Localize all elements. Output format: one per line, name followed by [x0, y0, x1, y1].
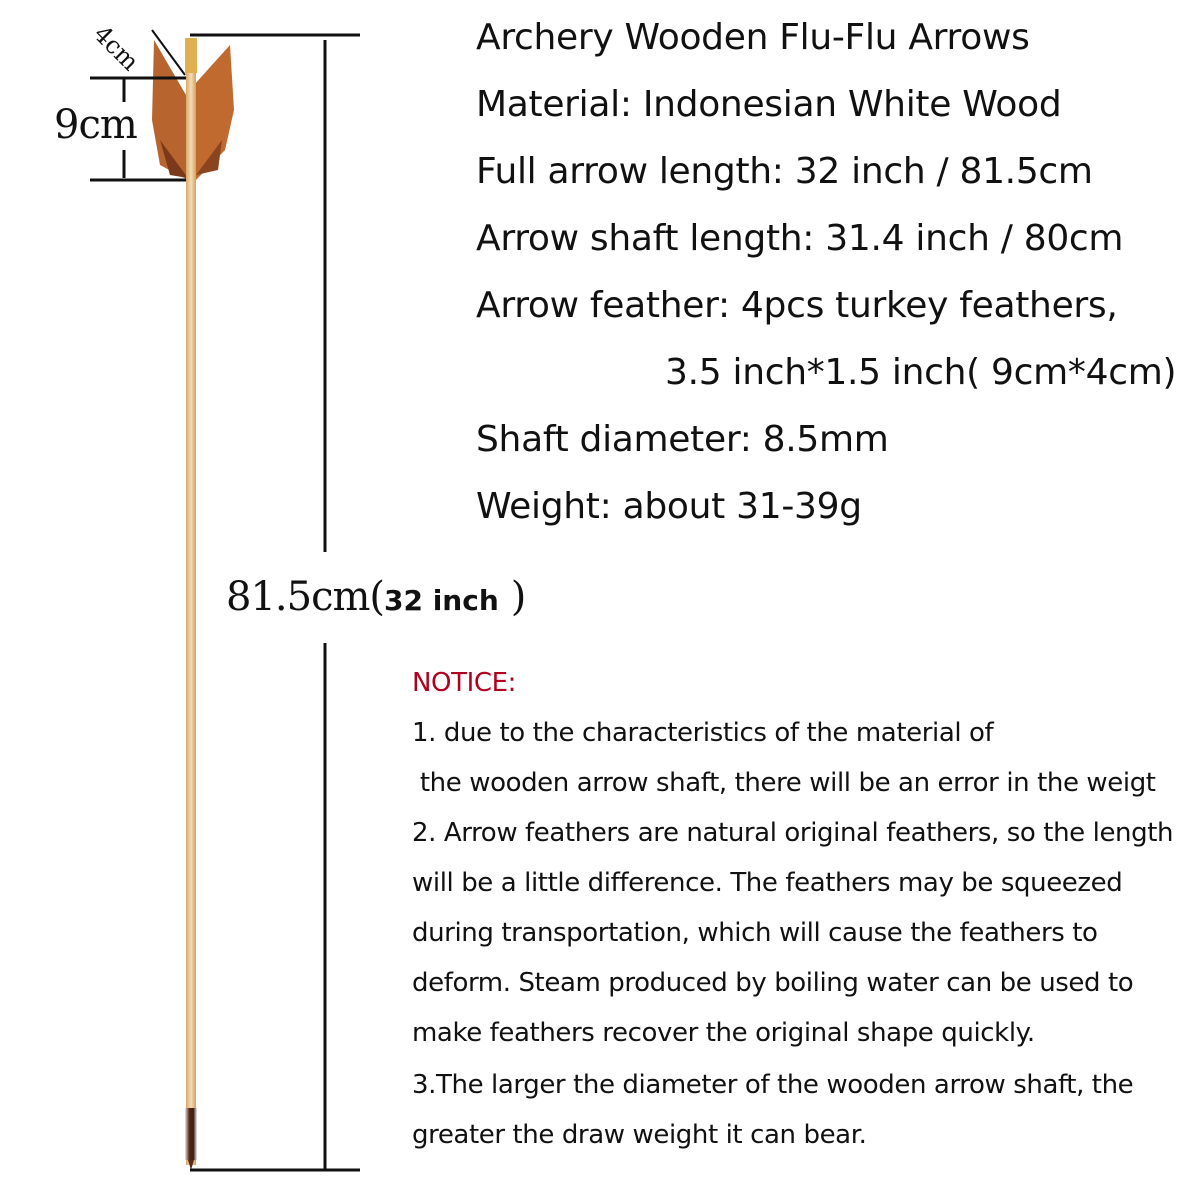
notice-line: the wooden arrow shaft, there will be an error in the weigt	[412, 768, 1156, 798]
arrow-tip	[185, 1108, 197, 1160]
notice-line: deform. Steam produced by boiling water can be used to	[412, 968, 1134, 998]
spec-material: Material: Indonesian White Wood	[476, 84, 1062, 125]
feather-length-label: 9cm	[54, 102, 137, 148]
notice-line: during transportation, which will cause the feathers to	[412, 918, 1098, 948]
spec-diameter: Shaft diameter: 8.5mm	[476, 419, 889, 460]
notice-line: 3.The larger the diameter of the wooden arrow shaft, the	[412, 1070, 1134, 1100]
spec-feather: Arrow feather: 4pcs turkey feathers,	[476, 285, 1118, 326]
notice-line: make feathers recover the original shape quickly.	[412, 1018, 1035, 1048]
spec-weight: Weight: about 31-39g	[476, 486, 862, 527]
notice-line: greater the draw weight it can bear.	[412, 1120, 867, 1150]
notice-line: 2. Arrow feathers are natural original feathers, so the length	[412, 818, 1174, 848]
spec-feather-size: 3.5 inch*1.5 inch( 9cm*4cm)	[665, 352, 1177, 393]
notice-heading: NOTICE:	[412, 668, 517, 698]
spec-shaft-length: Arrow shaft length: 31.4 inch / 80cm	[476, 218, 1124, 259]
total-length-cm: 81.5cm(	[226, 574, 384, 620]
spec-full-length: Full arrow length: 32 inch / 81.5cm	[476, 151, 1093, 192]
feather-width-label: 4cm	[88, 20, 145, 77]
total-length-close: )	[510, 574, 527, 620]
arrow-shaft	[186, 40, 196, 1165]
arrow-nock	[185, 38, 197, 73]
product-title: Archery Wooden Flu-Flu Arrows	[476, 17, 1030, 58]
total-length-label	[226, 574, 526, 620]
notice-line: will be a little difference. The feathers may be squeezed	[412, 868, 1123, 898]
total-length-inch: 32 inch	[384, 584, 499, 617]
notice-line: 1. due to the characteristics of the material of	[412, 718, 994, 748]
